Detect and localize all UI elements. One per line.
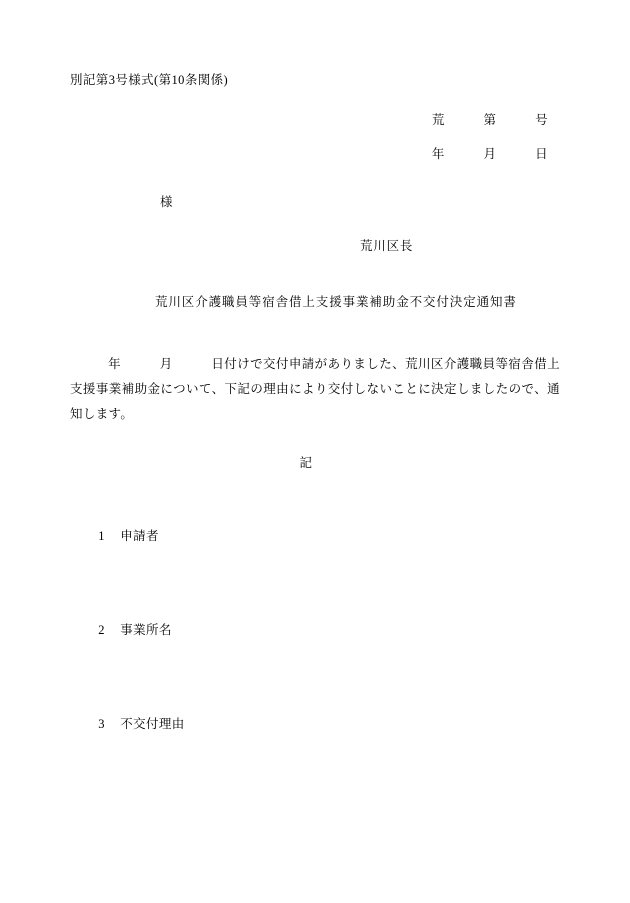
ki-label: 記	[299, 456, 313, 470]
document-title: 荒川区介護職員等宿舎借上支援事業補助金不交付決定通知書	[155, 295, 517, 309]
item-list	[70, 511, 560, 747]
addressee-suffix: 様	[160, 195, 173, 209]
item-number: 3	[98, 717, 105, 731]
form-id: 別記第3号様式(第10条関係)	[70, 73, 229, 87]
list-item	[70, 605, 560, 653]
item-number: 2	[98, 623, 105, 637]
document-number-block	[70, 110, 560, 162]
item-number: 1	[98, 529, 105, 543]
document-date: 年 月 日	[431, 147, 548, 161]
item-label: 不交付理由	[120, 717, 185, 731]
document-paragraph	[70, 352, 560, 427]
paragraph-text: 年 月 日付けで交付申請がありました、荒川区介護職員等宿舎借上支援事業補助金について、下記の理由により交付しないことに決定しましたので、通知します。	[70, 357, 560, 421]
list-item	[70, 511, 560, 559]
item-label: 申請者	[120, 529, 159, 543]
item-label: 事業所名	[120, 623, 172, 637]
document-number: 荒 第 号	[431, 113, 548, 127]
list-item	[70, 699, 560, 747]
issuer-name: 荒川区長	[360, 239, 414, 253]
